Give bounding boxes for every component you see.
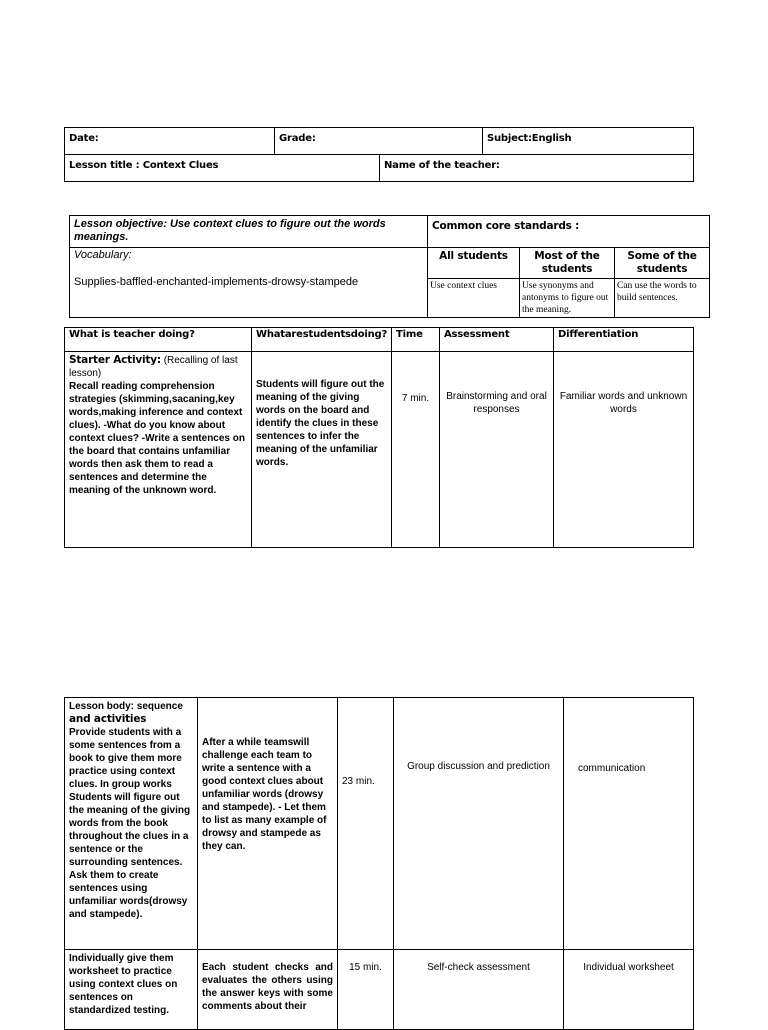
starter-assessment-cell: Brainstorming and oral responses bbox=[440, 352, 554, 548]
some-students-text: Can use the words to build sentences. bbox=[615, 279, 710, 318]
body-row1-differentiation: communication bbox=[564, 698, 694, 950]
body-row1-teacher: Provide students with a some sentences from a book to give them more practice using context clues. In group works Students will figure out the meaning of the giving words from the book throughout the clues in a sentence or the surrounding sentences. Ask them to create sentences using unfamiliar words(drowsy and stampede). bbox=[69, 727, 191, 920]
body-row2-assessment: Self-check assessment bbox=[394, 950, 564, 1030]
body-row1-students: After a while teamswill challenge each team to write a sentence with a good context clues about unfamiliar words (drowsy and stampede). - Let them to list as many example of drowsy and stampede as they can. bbox=[198, 698, 338, 950]
body-row2-students: Each student checks and evaluates the others using the answer keys with some comments about their bbox=[198, 950, 338, 1030]
header-time: Time bbox=[392, 328, 440, 352]
most-students-text: Use synonyms and antonyms to figure out the meaning. bbox=[520, 279, 615, 318]
vocabulary-cell bbox=[70, 248, 428, 318]
lesson-info-table bbox=[64, 127, 694, 182]
body-row2-differentiation: Individual worksheet bbox=[564, 950, 694, 1030]
body-row1-time: 23 min. bbox=[338, 698, 394, 950]
date-cell: Date: bbox=[65, 128, 275, 155]
lesson-body-table bbox=[64, 697, 694, 1030]
body-title-line2: and activities bbox=[69, 713, 147, 725]
body-row1-assessment: Group discussion and prediction bbox=[394, 698, 564, 950]
most-students-label: Most of the students bbox=[520, 248, 615, 279]
body-row2-teacher: Individually give them worksheet to practice using context clues on sentences on standardized testing. bbox=[65, 950, 198, 1030]
starter-time-cell: 7 min. bbox=[392, 352, 440, 548]
starter-note: (Recalling of last lesson) bbox=[69, 355, 238, 379]
body-teacher-cell bbox=[65, 698, 198, 950]
header-assessment: Assessment bbox=[440, 328, 554, 352]
starter-differentiation-cell: Familiar words and unknown words bbox=[554, 352, 694, 548]
starter-activity-table bbox=[64, 327, 694, 548]
lesson-objective: Lesson objective: Use context clues to figure out the words meanings. bbox=[70, 216, 428, 248]
lesson-title-cell: Lesson title : Context Clues bbox=[65, 155, 380, 182]
grade-cell: Grade: bbox=[275, 128, 483, 155]
header-students-doing: Whatarestudentsdoing? bbox=[252, 328, 392, 352]
header-teacher-doing: What is teacher doing? bbox=[65, 328, 252, 352]
common-core-label: Common core standards : bbox=[428, 216, 710, 248]
header-differentiation: Differentiation bbox=[554, 328, 694, 352]
vocabulary-label: Vocabulary: bbox=[74, 249, 132, 261]
starter-body: Recall reading comprehension strategies (skimming,sacaning,key words,making inference and context clues). -What do you know about context clues? -Write a sentences on the board that contains unfamiliar words then ask them to read a sentences and determine the meaning of the unknown word. bbox=[69, 381, 245, 496]
starter-title: Starter Activity: bbox=[69, 354, 161, 366]
some-students-label: Some of the students bbox=[615, 248, 710, 279]
all-students-label: All students bbox=[428, 248, 520, 279]
starter-students-cell: Students will figure out the meaning of the giving words on the board and identify the clues in these sentences to infer the meaning of the unfamiliar words. bbox=[252, 352, 392, 548]
objective-table bbox=[69, 215, 710, 318]
all-students-text: Use context clues bbox=[428, 279, 520, 318]
subject-cell: Subject:English bbox=[483, 128, 694, 155]
teacher-name-cell: Name of the teacher: bbox=[380, 155, 694, 182]
body-title-line1: Lesson body: sequence bbox=[69, 701, 183, 712]
body-row2-time: 15 min. bbox=[338, 950, 394, 1030]
starter-teacher-cell bbox=[65, 352, 252, 548]
vocabulary-list: Supplies-baffled-enchanted-implements-drowsy-stampede bbox=[74, 276, 359, 288]
